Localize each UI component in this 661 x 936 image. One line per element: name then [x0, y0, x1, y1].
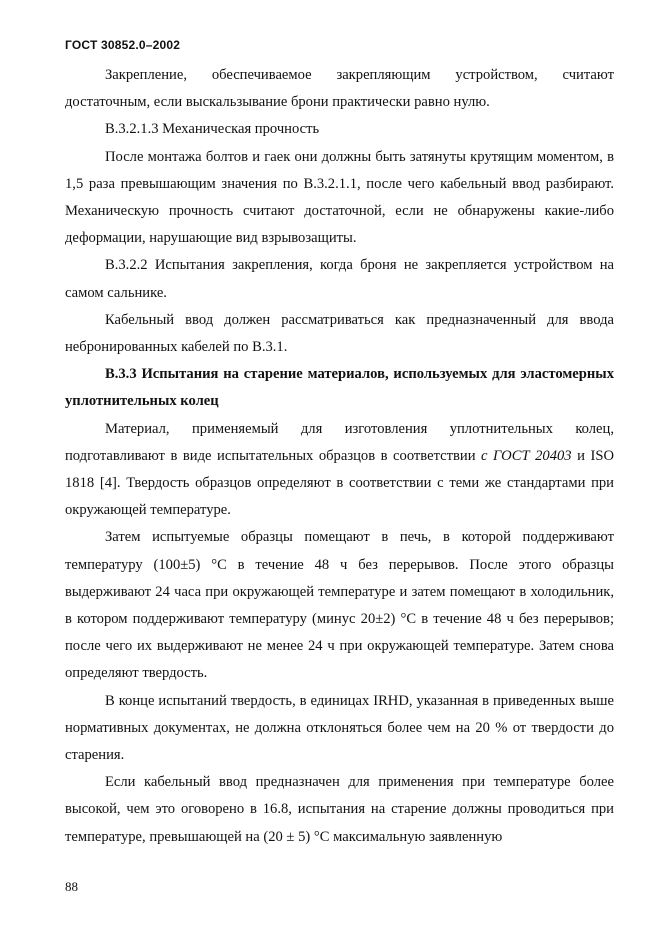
paragraph-fastening: Закрепление, обеспечиваемое закрепляющим устройством, считают достаточным, если выскальзывание брони практически равно нулю. [65, 67, 614, 111]
section-heading-aging-tests: B.3.3 Испытания на старение материалов, используемых для эластомерных уплотнительных колец [65, 366, 614, 410]
paragraph-fastening-test: B.3.2.2 Испытания закрепления, когда броня не закрепляется устройством на самом сальнике. [65, 257, 614, 301]
document-code-header: ГОСТ 30852.0–2002 [65, 38, 181, 52]
paragraph-hardness-limit: В конце испытаний твердость, в единицах IRHD, указанная в приведенных выше нормативных документах, не должна отклоняться более чем на 20 % от твердости до старения. [65, 692, 614, 764]
paragraph-material-samples [65, 416, 614, 525]
paragraph-unarmored-cables: Кабельный ввод должен рассматриваться как предназначенный для ввода небронированных кабелей по B.3.1. [65, 311, 614, 356]
page-number: 88 [65, 879, 78, 894]
material-text-part1: Материал, применяемый для изготовления уплотнительных колец, подготавливают в виде испытательных образцов в соответствии [65, 420, 614, 464]
material-text-part2: и ISO 1818 [4]. Твердость образцов определяют в соответствии с теми же стандартами при окружающей температуре. [65, 447, 614, 519]
standard-reference: с ГОСТ 20403 [481, 447, 572, 464]
paragraph-mechanical-strength: После монтажа болтов и гаек они должны быть затянуты крутящим моментом, в 1,5 раза превышающим значения по B.3.2.1.1, после чего кабельный ввод разбирают. Механическую прочность считают достаточной, если не обнаружены какие-либо деформации, нарушающие вид взрывозащиты. [65, 148, 614, 247]
paragraph-high-temperature: Если кабельный ввод предназначен для применения при температуре более высокой, чем это оговорено в 16.8, испытания на старение должны проводиться при температуре, превышающей на (20 ± 5) °С максимальную заявленную [65, 774, 614, 845]
paragraph-oven-procedure: Затем испытуемые образцы помещают в печь, в которой поддерживают температуру (100±5) °С в течение 48 ч без перерывов. После этого образцы выдерживают 24 часа при окружающей температуре и затем помещают в холодильник, в котором поддерживают температуру (минус 20±2) °С в течение 48 ч без перерывов; после чего их выдерживают не менее 24 ч при окружающей температуре. Затем снова определяют твердость. [65, 529, 614, 682]
document-body [65, 62, 614, 851]
subsection-title-mechanical-strength: B.3.2.1.3 Механическая прочность [105, 121, 320, 138]
